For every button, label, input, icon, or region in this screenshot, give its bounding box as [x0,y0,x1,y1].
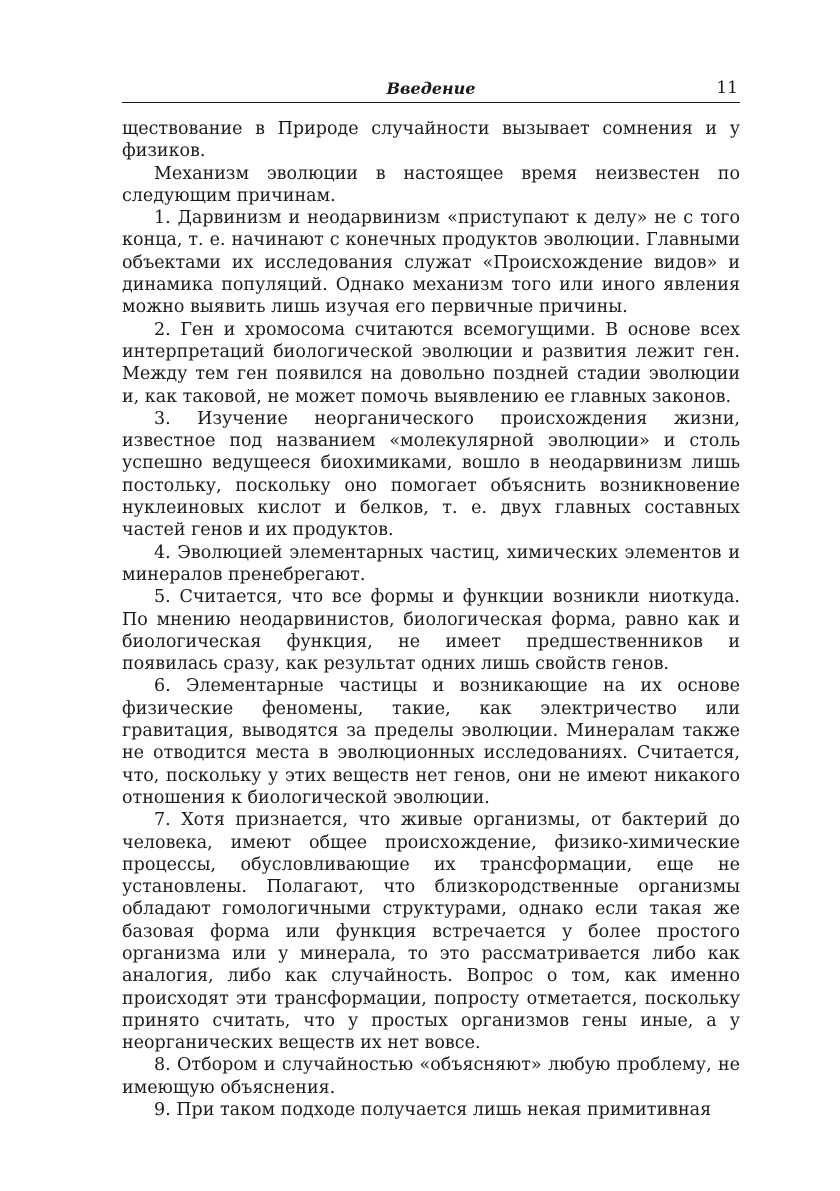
paragraph-item-2: 2. Ген и хромосома считаются всемогущими. В основе всех интерпретаций биологической эволюции и развития лежит ген. Между тем ген появился на довольно поздней стадии эволюции и, как таковой, не может помочь выявлению ее главных законов. [122,319,740,407]
paragraph-continuation: ществование в Природе случайности вызывает сомнения и у физиков. [122,119,740,162]
paragraph-item-7: 7. Хотя признается, что живые организмы, от бактерий до человека, имеют общее происхождение, физико-химические процессы, обусловливающие их трансформации, еще не установлены. Полагают, что близкородственные организмы обладают гомологичными структурами, однако если такая же базовая форма или функция встречается у более простого организма или у минерала, то это рассматривается либо как аналогия, либо как случайность. Вопрос о том, как именно происходят эти трансформации, попросту отметается, поскольку принято считать, что у простых организмов гены иные, а у неорганических веществ их нет вовсе. [122,810,740,1054]
paragraph-item-3: 3. Изучение неорганического происхождения жизни, известное под названием «молекулярной эволюции» и столь успешно ведущееся биохимиками, вошло в неодарвинизм лишь постольку, поскольку оно помогает объяснить возникновение нуклеиновых кислот и белков, т. е. двух главных составных частей генов и их продуктов. [122,408,740,541]
paragraph-item-6: 6. Элементарные частицы и возникающие на их основе физические феномены, такие, как электричество или гравитация, выводятся за пределы эволюции. Минералам также не отводится места в эволюционных исследованиях. Считается, что, поскольку у этих веществ нет генов, они не имеют никакого отношения к биологической эволюции. [122,676,740,808]
body-text [122,118,740,1121]
paragraph-intro: Механизм эволюции в настоящее время неизвестен по следующим причинам. [122,163,740,206]
running-header [122,78,740,103]
paragraph-item-5: 5. Считается, что все формы и функции возникли ниоткуда. По мнению неодарвинистов, биологическая форма, равно как и биологическая функция, не имеет предшественников и появилась сразу, как результат одних лишь свойств генов. [122,587,740,675]
paragraph-item-4: 4. Эволюцией элементарных частиц, химических элементов и минералов пренебрегают. [122,542,740,585]
running-title: Введение [386,79,476,98]
paragraph-item-1: 1. Дарвинизм и неодарвинизм «приступают к делу» не с того конца, т. е. начинают с конечных продуктов эволюции. Главными объектами их исследования служат «Происхождение видов» и динамика популяций. Однако механизм того или иного явления можно выявить лишь изучая его первичные причины. [122,208,740,318]
paragraph-item-9: 9. При таком подходе получается лишь некая примитивная [154,1100,712,1121]
paragraph-item-8: 8. Отбором и случайностью «объясняют» любую проблему, не имеющую объяснения. [122,1055,740,1098]
page-number: 11 [716,78,738,98]
